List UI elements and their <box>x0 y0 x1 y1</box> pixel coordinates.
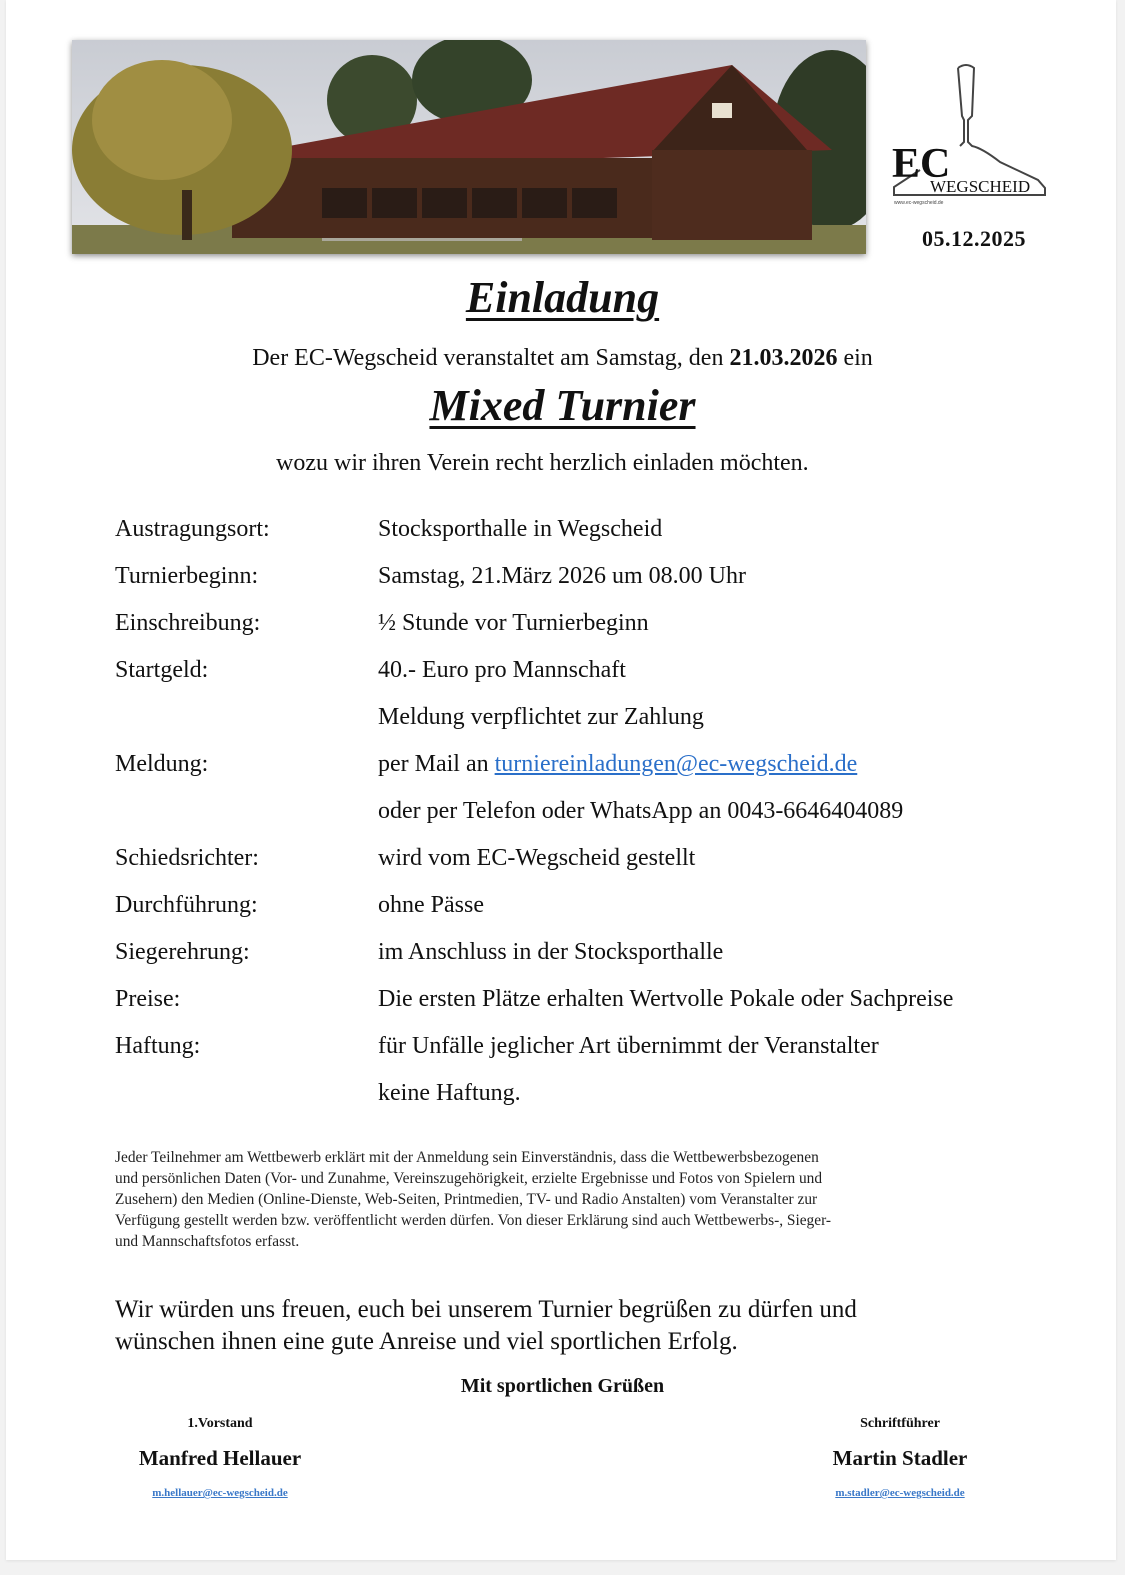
svg-text:EC: EC <box>892 141 951 187</box>
registration-email-link[interactable]: turniereinladungen@ec-wegscheid.de <box>494 751 858 777</box>
signature-secretary: Schriftführer Martin Stadler m.stadler@ec-wegscheid.de <box>800 1416 1000 1499</box>
secretary-email-link[interactable]: m.stadler@ec-wegscheid.de <box>835 1487 965 1499</box>
event-title: Mixed Turnier <box>429 381 696 430</box>
event-date: 21.03.2026 <box>729 345 838 371</box>
signature-chairman: 1.Vorstand Manfred Hellauer m.hellauer@ec-wegscheid.de <box>110 1416 330 1499</box>
greeting: Mit sportlichen Grüßen <box>460 1375 665 1397</box>
hall-photo-image <box>72 40 866 254</box>
page-title: Einladung <box>465 273 660 322</box>
closing-text: Wir würden uns freuen, euch bei unserem Turnier begrüßen zu dürfen und wünschen ihnen eine gute Anreise und viel sportlichen Erfolg. <box>115 1296 857 1355</box>
svg-text:www.ec-wegscheid.de: www.ec-wegscheid.de <box>894 200 944 206</box>
document-date: 05.12.2025 <box>922 226 1026 251</box>
chairman-email-link[interactable]: m.hellauer@ec-wegscheid.de <box>152 1487 288 1499</box>
hall-photo <box>72 40 866 254</box>
intro-line: Der EC-Wegscheid veranstaltet am Samstag, den 21.03.2026 ein <box>252 345 873 371</box>
invite-line: wozu wir ihren Verein recht herzlich einladen möchten. <box>276 450 809 476</box>
svg-text:WEGSCHEID: WEGSCHEID <box>930 177 1031 196</box>
privacy-notice: Jeder Teilnehmer am Wettbewerb erklärt mit der Anmeldung sein Einverständnis, dass die Wettbewerbsbezogenen und persönlichen Daten (Vor- und Zunahme, Vereinszugehörigkeit, erzielte Ergebnisse und Fotos von Spielern und Zusehern) den Medien (Online-Dienste, Web-Seiten, Printmedien, TV- und Radio Anstalten) vom Veranstalter zur Verfügung gestellt werden bzw. veröffentlicht werden dürfen. Von dieser Erklärung sind auch Wettbewerbs-, Sieger- und Mannschaftsfotos erfasst. <box>115 1149 832 1250</box>
club-logo <box>890 62 1050 207</box>
stock-icon <box>890 62 1050 207</box>
